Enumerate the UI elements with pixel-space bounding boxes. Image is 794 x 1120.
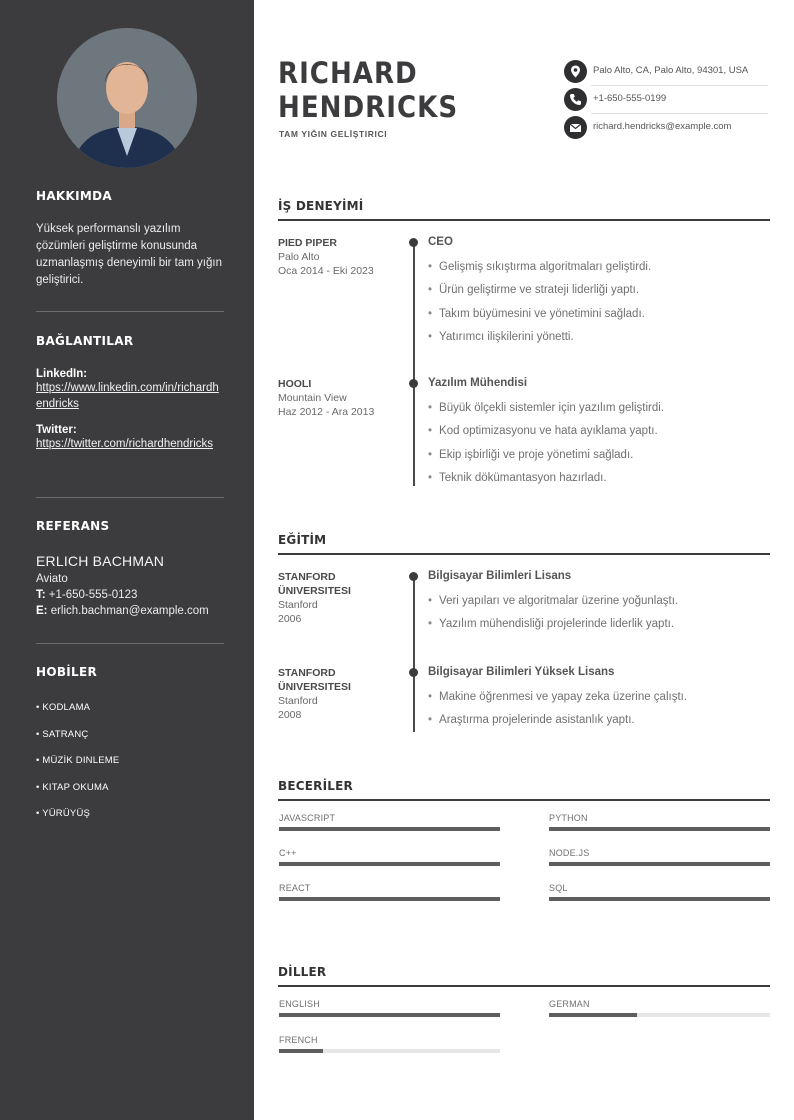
language-name: ENGLISH <box>279 999 320 1009</box>
phone-text: +1-650-555-0199 <box>593 93 667 104</box>
bullet-item: • Teknik dökümantasyon hazırladı. <box>428 472 664 495</box>
job-title: TAM YIĞIN GELİŞTIRICI <box>279 129 388 139</box>
section-divider <box>278 553 770 555</box>
hobbies-section <box>36 665 224 835</box>
skill-name: C++ <box>279 848 297 858</box>
reference-phone <box>36 587 224 603</box>
contact-phone <box>564 88 768 112</box>
sidebar-divider <box>36 497 224 498</box>
experience-bullets <box>428 402 664 495</box>
education-bullets <box>428 691 687 738</box>
company-location: Mountain View <box>278 392 347 404</box>
about-text: Yüksek performanslı yazılım çözümleri geliştirme konusunda uzmanlaşmış deneyimli bir tam yığın geliştirici. <box>36 223 222 286</box>
experience-entry-meta <box>278 377 398 419</box>
skill-name: SQL <box>549 883 568 893</box>
skill-bar-fill <box>279 862 500 866</box>
school-location: Stanford <box>278 599 318 611</box>
experience-bullets <box>428 261 651 354</box>
skill-item <box>279 813 500 831</box>
experience-entry-meta <box>278 236 398 278</box>
school-name-line2: ÜNIVERSITESI <box>278 681 351 693</box>
reference-name: ERLICH BACHMAN <box>36 553 165 569</box>
skill-item <box>279 883 500 901</box>
skill-name: REACT <box>279 883 311 893</box>
skill-bar <box>279 827 500 831</box>
contact-address <box>564 60 768 84</box>
company-name: HOOLI <box>278 378 312 390</box>
section-divider <box>278 219 770 221</box>
language-item <box>279 1035 500 1053</box>
links-section <box>36 334 224 452</box>
language-bar-fill <box>279 1049 323 1053</box>
skill-name: JAVASCRIPT <box>279 813 336 823</box>
degree-title: Bilgisayar Bilimleri Yüksek Lisans <box>428 666 615 678</box>
language-item <box>549 999 770 1017</box>
twitter-label: Twitter: <box>36 424 77 436</box>
hobbies-title: HOBİLER <box>36 664 98 680</box>
hobby-item: • KITAP OKUMA <box>36 781 109 793</box>
skill-bar-fill <box>279 897 500 901</box>
skill-bar <box>549 827 770 831</box>
skill-name: PYTHON <box>549 813 588 823</box>
contact-divider <box>591 85 768 86</box>
section-divider <box>278 985 770 987</box>
last-name: HENDRICKS <box>278 90 459 124</box>
language-bar <box>549 1013 770 1017</box>
school-name-line1: STANFORD <box>278 571 336 583</box>
skill-item <box>549 848 770 866</box>
location-pin-icon <box>564 60 587 83</box>
full-name <box>278 56 458 124</box>
skill-bar-fill <box>279 827 500 831</box>
reference-email-value: erlich.bachman@example.com <box>50 605 209 617</box>
reference-title: REFERANS <box>36 518 110 534</box>
reference-phone-label: T: <box>36 589 46 601</box>
employment-dates: Oca 2014 - Eki 2023 <box>278 265 374 277</box>
language-bar <box>279 1049 500 1053</box>
timeline-dot <box>409 238 418 247</box>
bullet-item: • Yatırımcı ilişkilerini yönetti. <box>428 331 651 354</box>
skill-name: NODE.JS <box>549 848 590 858</box>
school-location: Stanford <box>278 695 318 707</box>
bullet-item: • Veri yapıları ve algoritmalar üzerine yoğunlaştı. <box>428 595 678 618</box>
timeline-dot <box>409 668 418 677</box>
reference-section <box>36 519 224 619</box>
section-divider <box>278 799 770 801</box>
graduation-year: 2008 <box>278 709 302 721</box>
language-name: FRENCH <box>279 1035 318 1045</box>
education-title: EĞİTİM <box>278 533 327 547</box>
skills-title: BECERİLER <box>278 779 353 793</box>
skill-item <box>549 883 770 901</box>
reference-email <box>36 603 224 619</box>
languages-title: DİLLER <box>278 965 327 979</box>
education-entry-meta <box>278 666 398 722</box>
linkedin-label: LinkedIn: <box>36 368 88 380</box>
sidebar-divider <box>36 643 224 644</box>
phone-icon <box>564 88 587 111</box>
first-name: RICHARD <box>278 56 418 90</box>
language-bar <box>279 1013 500 1017</box>
skill-bar <box>279 862 500 866</box>
skill-bar-fill <box>549 862 770 866</box>
contact-divider <box>591 113 768 114</box>
employment-dates: Haz 2012 - Ara 2013 <box>278 406 375 418</box>
twitter-link[interactable]: https://twitter.com/richardhendricks <box>36 438 214 450</box>
timeline-dot <box>409 379 418 388</box>
links-title: BAĞLANTILAR <box>36 333 134 349</box>
profile-photo <box>57 28 197 168</box>
skill-bar <box>549 862 770 866</box>
about-title: HAKKIMDA <box>36 188 112 204</box>
degree-title: Bilgisayar Bilimleri Lisans <box>428 570 572 582</box>
bullet-item: • Takım büyümesini ve yönetimini sağladı. <box>428 308 651 331</box>
hobby-item: • SATRANÇ <box>36 728 89 740</box>
skill-item <box>549 813 770 831</box>
hobbies-list <box>36 702 224 835</box>
education-bullets <box>428 595 678 642</box>
address-text: Palo Alto, CA, Palo Alto, 94301, USA <box>593 65 749 76</box>
job-role: Yazılım Mühendisi <box>428 377 528 389</box>
school-name-line2: ÜNIVERSITESI <box>278 585 351 597</box>
skill-bar-fill <box>549 897 770 901</box>
about-section <box>36 189 224 289</box>
bullet-item: • Ekip işbirliği ve proje yönetimi sağladı. <box>428 449 664 472</box>
language-item <box>279 999 500 1017</box>
hobby-item: • KODLAMA <box>36 702 91 713</box>
experience-title: İŞ DENEYİMİ <box>278 199 364 213</box>
language-bar-fill <box>549 1013 637 1017</box>
school-name-line1: STANFORD <box>278 667 336 679</box>
envelope-icon <box>564 116 587 139</box>
job-role: CEO <box>428 236 453 248</box>
skill-bar <box>279 897 500 901</box>
bullet-item: • Makine öğrenmesi ve yapay zeka üzerine çalıştı. <box>428 691 687 714</box>
education-entry-meta <box>278 570 398 626</box>
sidebar-divider <box>36 311 224 312</box>
company-location: Palo Alto <box>278 251 320 263</box>
bullet-item: • Ürün geliştirme ve strateji liderliği yaptı. <box>428 284 651 307</box>
company-name: PIED PIPER <box>278 237 337 249</box>
reference-email-label: E: <box>36 605 48 617</box>
bullet-item: • Kod optimizasyonu ve hata ayıklama yaptı. <box>428 425 664 448</box>
skill-bar-fill <box>549 827 770 831</box>
experience-timeline <box>413 243 415 486</box>
contact-email <box>564 116 768 140</box>
bullet-item: • Gelişmiş sıkıştırma algoritmaları geliştirdi. <box>428 261 651 284</box>
sidebar <box>0 0 254 1120</box>
language-name: GERMAN <box>549 999 590 1009</box>
education-timeline <box>413 577 415 732</box>
hobby-item: • MÜZİK DINLEME <box>36 755 120 766</box>
language-bar-fill <box>279 1013 500 1017</box>
reference-phone-value: +1-650-555-0123 <box>48 589 138 601</box>
bullet-item: • Araştırma projelerinde asistanlık yaptı. <box>428 714 687 737</box>
reference-company: Aviato <box>36 573 68 585</box>
portrait-image <box>57 28 197 168</box>
skill-item <box>279 848 500 866</box>
skill-bar <box>549 897 770 901</box>
linkedin-link[interactable]: https://www.linkedin.com/in/richardhendricks <box>36 382 219 410</box>
graduation-year: 2006 <box>278 613 302 625</box>
bullet-item: • Büyük ölçekli sistemler için yazılım geliştirdi. <box>428 402 664 425</box>
hobby-item: • YÜRÜYÜŞ <box>36 808 91 819</box>
email-text: richard.hendricks@example.com <box>593 121 732 132</box>
timeline-dot <box>409 572 418 581</box>
bullet-item: • Yazılım mühendisliği projelerinde liderlik yaptı. <box>428 618 678 641</box>
